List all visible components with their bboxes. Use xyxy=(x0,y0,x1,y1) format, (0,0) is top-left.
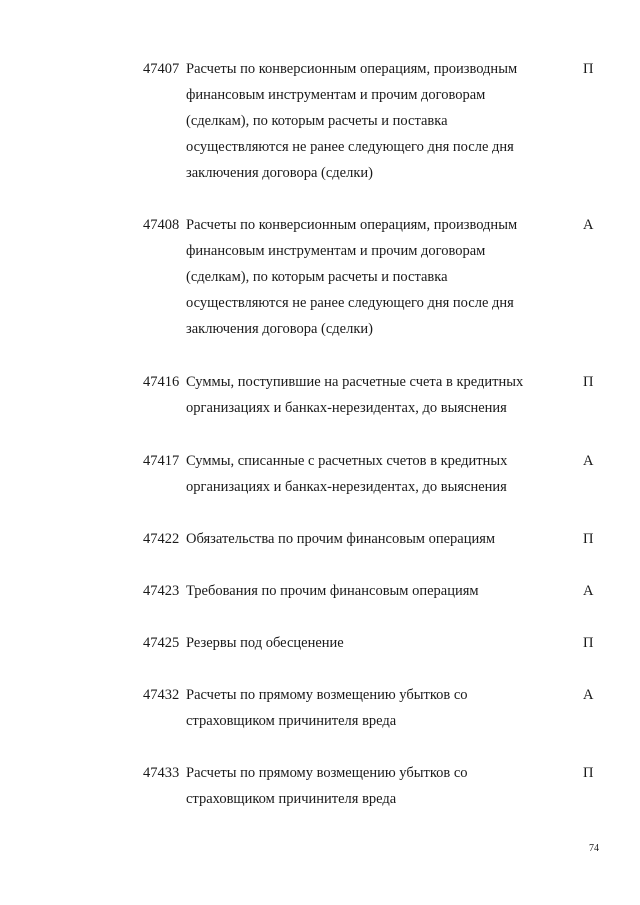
account-type: А xyxy=(583,217,594,233)
description-line: заключения договора (сделки) xyxy=(186,165,373,181)
description-line: осуществляются не ранее следующего дня после дня xyxy=(186,139,514,155)
account-code: 47423 xyxy=(143,583,180,599)
account-code: 47408 xyxy=(143,217,180,233)
account-type: П xyxy=(583,374,594,390)
account-code: 47407 xyxy=(143,61,180,77)
account-type: А xyxy=(583,583,594,599)
account-description xyxy=(186,212,556,342)
account-code: 47425 xyxy=(143,635,180,651)
description-line: заключения договора (сделки) xyxy=(186,321,373,337)
account-description xyxy=(186,682,556,734)
account-code: 47416 xyxy=(143,374,180,390)
description-line: Суммы, списанные с расчетных счетов в кредитных xyxy=(186,453,508,469)
account-code: 47433 xyxy=(143,765,180,781)
page-number: 74 xyxy=(589,843,599,854)
account-code: 47422 xyxy=(143,531,180,547)
description-line: Расчеты по конверсионным операциям, производным xyxy=(186,61,518,77)
description-line: Обязательства по прочим финансовым операциям xyxy=(186,531,496,547)
account-type: П xyxy=(583,531,594,547)
description-line: организациях и банках-нерезидентах, до выяснения xyxy=(186,479,507,495)
description-line: Расчеты по прямому возмещению убытков со xyxy=(186,765,468,781)
account-description xyxy=(186,448,556,500)
description-line: Расчеты по прямому возмещению убытков со xyxy=(186,687,468,703)
account-code: 47432 xyxy=(143,687,180,703)
account-description xyxy=(186,578,556,604)
account-type: П xyxy=(583,635,594,651)
account-description xyxy=(186,56,556,186)
account-code: 47417 xyxy=(143,453,180,469)
description-line: Расчеты по конверсионным операциям, производным xyxy=(186,217,518,233)
account-description xyxy=(186,760,556,812)
account-description xyxy=(186,630,556,656)
account-type: А xyxy=(583,687,594,703)
account-type: П xyxy=(583,61,594,77)
description-line: финансовым инструментам и прочим договорам xyxy=(186,243,486,259)
description-line: финансовым инструментам и прочим договорам xyxy=(186,87,486,103)
description-line: Резервы под обесценение xyxy=(186,635,344,651)
account-type: А xyxy=(583,453,594,469)
description-line: страховщиком причинителя вреда xyxy=(186,791,397,807)
description-line: (сделкам), по которым расчеты и поставка xyxy=(186,269,448,285)
description-line: (сделкам), по которым расчеты и поставка xyxy=(186,113,448,129)
description-line: Требования по прочим финансовым операциям xyxy=(186,583,479,599)
description-line: осуществляются не ранее следующего дня после дня xyxy=(186,295,514,311)
account-description xyxy=(186,369,556,421)
description-line: организациях и банках-нерезидентах, до выяснения xyxy=(186,400,507,416)
description-line: Суммы, поступившие на расчетные счета в кредитных xyxy=(186,374,524,390)
account-type: П xyxy=(583,765,594,781)
description-line: страховщиком причинителя вреда xyxy=(186,713,397,729)
account-description xyxy=(186,526,556,552)
